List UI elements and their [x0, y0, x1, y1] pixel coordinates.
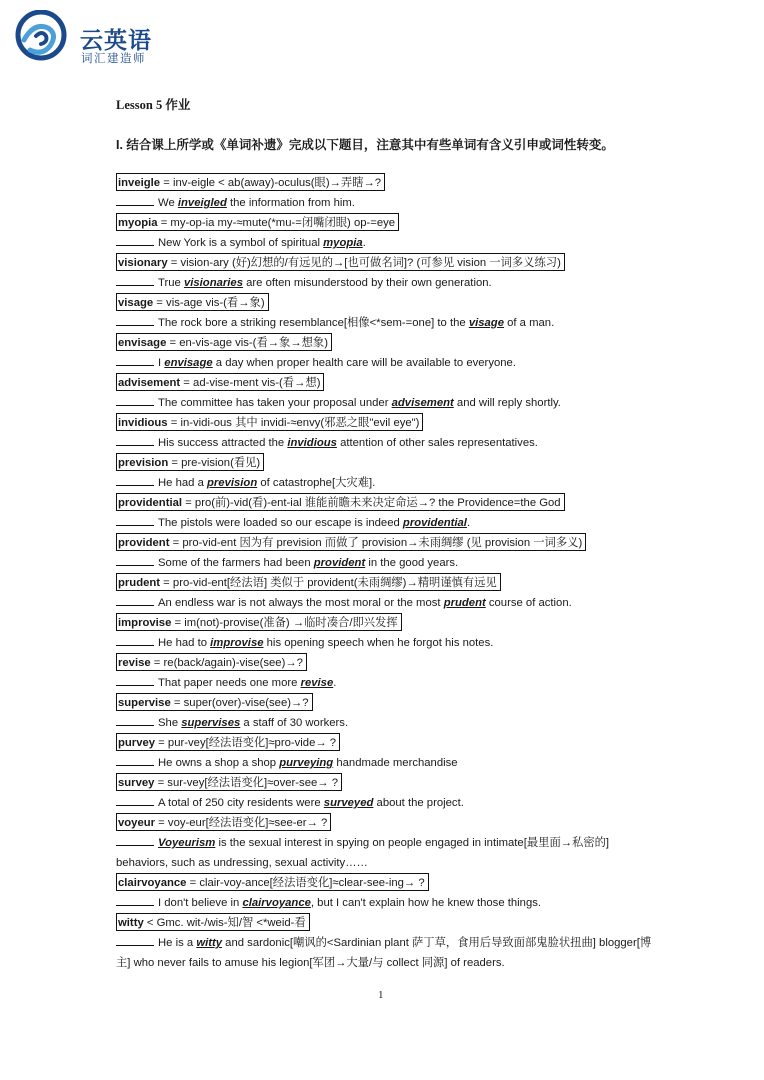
etymology-text: = in-vidi-ous 其中 invidi-≈envy(邪恶之眼"evil eye")	[167, 417, 420, 429]
example-sentence	[116, 473, 661, 493]
vocab-entry	[116, 573, 661, 613]
etymology-box	[116, 873, 429, 891]
etymology-text: = vis-age vis-(看→象)	[153, 297, 265, 309]
answer-blank[interactable]	[116, 754, 154, 766]
etymology-text: = clair-voy-ance[经法语变化]≈clear-see-ing→ ?	[186, 877, 425, 889]
sentence-text: .	[466, 517, 471, 529]
etymology-text: = pro-vid-ent[经法语] 类似于 provident(未雨绸缪)→精明谨慎有远见	[160, 577, 497, 589]
brand-logo	[14, 10, 214, 65]
vocab-entry	[116, 413, 661, 453]
etymology-box	[116, 613, 402, 631]
answer-blank[interactable]	[116, 514, 154, 526]
headword: advisement	[118, 377, 181, 389]
vocab-entry	[116, 653, 661, 693]
vocab-entry	[116, 253, 661, 293]
headword: visage	[118, 297, 154, 309]
answer-blank[interactable]	[116, 474, 154, 486]
etymology-text: = inv-eigle < ab(away)-oculus(眼)→弄瞎→?	[160, 177, 382, 189]
answer-blank[interactable]	[116, 234, 154, 246]
answer-blank[interactable]	[116, 714, 154, 726]
example-sentence	[116, 673, 661, 693]
example-sentence	[116, 793, 661, 813]
sentence-text: handmade merchandise	[333, 757, 458, 769]
headword: prudent	[118, 577, 161, 589]
vocab-entry	[116, 493, 661, 533]
headword: purvey	[118, 737, 156, 749]
answer-blank[interactable]	[116, 554, 154, 566]
headword: survey	[118, 777, 155, 789]
headword: supervise	[118, 697, 171, 709]
vocab-entry	[116, 693, 661, 733]
example-sentence	[116, 433, 661, 453]
example-sentence	[116, 933, 661, 973]
example-sentence	[116, 233, 661, 253]
sentence-text: and will reply shortly.	[453, 397, 561, 409]
sentence-text: His success attracted the	[158, 437, 288, 449]
sentence-text: A total of 250 city residents were	[158, 797, 324, 809]
etymology-box	[116, 293, 269, 311]
answer-blank[interactable]	[116, 594, 154, 606]
etymology-text: = vision-ary (好)幻想的/有远见的→[也可做名词]? (可参见 vision 一词多义练习)	[167, 257, 561, 269]
etymology-text: = my-op-ia my-≈mute(*mu-=闭嘴闭眼) op-=eye	[157, 217, 396, 229]
brand-name: 云英语	[80, 28, 152, 54]
etymology-box	[116, 813, 331, 831]
headword: revise	[118, 657, 151, 669]
sentence-text: Some of the farmers had been	[158, 557, 314, 569]
sentence-text: course of action.	[485, 597, 572, 609]
etymology-box	[116, 573, 501, 591]
sentence-text: .	[362, 237, 366, 249]
keyword: providential	[402, 517, 467, 529]
sentence-text: attention of other sales representatives.	[336, 437, 538, 449]
sentence-text: He had a	[158, 477, 207, 489]
keyword: inveigled	[177, 197, 227, 209]
example-sentence	[116, 833, 661, 873]
keyword: supervises	[181, 717, 241, 729]
example-sentence	[116, 193, 661, 213]
etymology-box	[116, 413, 423, 431]
example-sentence	[116, 353, 661, 373]
answer-blank[interactable]	[116, 314, 154, 326]
keyword: clairvoyance	[242, 897, 311, 909]
brand-tagline: 词汇建造师	[81, 51, 146, 65]
headword: invidious	[118, 417, 168, 429]
keyword: surveyed	[323, 797, 374, 809]
vocab-entry	[116, 773, 661, 813]
headword: provident	[118, 537, 170, 549]
etymology-text: = pro(前)-vid(看)-ent-ial 谁能前瞻未来决定命运→? the Providence=the God	[182, 497, 561, 509]
keyword: Voyeurism	[158, 837, 216, 849]
sentence-text: He had to	[158, 637, 211, 649]
answer-blank[interactable]	[116, 834, 154, 846]
etymology-box	[116, 653, 307, 671]
answer-blank[interactable]	[116, 394, 154, 406]
etymology-box	[116, 693, 313, 711]
page-number: 1	[378, 989, 384, 1001]
headword: clairvoyance	[118, 877, 187, 889]
example-sentence	[116, 713, 661, 733]
keyword: purveying	[279, 757, 334, 769]
etymology-text: = pur-vey[经法语变化]≈pro-vide→ ?	[155, 737, 337, 749]
sentence-text: New York is a symbol of spiritual	[158, 237, 324, 249]
sentence-text: of catastrophe[大灾难].	[257, 477, 376, 489]
etymology-box	[116, 733, 340, 751]
example-sentence	[116, 633, 661, 653]
brand-logo-icon	[14, 10, 70, 62]
sentence-text: the information from him.	[226, 197, 355, 209]
etymology-box	[116, 913, 310, 931]
etymology-text: = pre-vision(看见)	[168, 457, 261, 469]
sentence-text: True	[158, 277, 184, 289]
lesson-title: Lesson 5 作业	[116, 98, 191, 112]
keyword: envisage	[164, 357, 213, 369]
etymology-box	[116, 773, 342, 791]
vocab-entry	[116, 213, 661, 253]
headword: visionary	[118, 257, 168, 269]
keyword: myopia	[323, 237, 363, 249]
keyword: improvise	[210, 637, 264, 649]
sentence-text: We	[158, 197, 178, 209]
vocab-entry	[116, 373, 661, 413]
example-sentence	[116, 513, 661, 533]
etymology-text: = im(not)-provise(准备) →临时凑合/即兴发挥	[171, 617, 398, 629]
etymology-box	[116, 373, 324, 391]
headword: improvise	[118, 617, 172, 629]
sentence-text: a day when proper health care will be available to everyone.	[212, 357, 516, 369]
etymology-text: = pro-vid-ent 因为有 prevision 而做了 provision→未雨绸缪 (见 provision 一词多义)	[169, 537, 583, 549]
sentence-text: The pistols were loaded so our escape is indeed	[158, 517, 403, 529]
headword: providential	[118, 497, 183, 509]
vocab-entry	[116, 533, 661, 573]
sentence-text: are often misunderstood by their own generation.	[242, 277, 492, 289]
sentence-text: , but I can't explain how he knew those things.	[310, 897, 542, 909]
example-sentence	[116, 893, 661, 913]
answer-blank[interactable]	[116, 794, 154, 806]
sentence-text: That paper needs one more	[158, 677, 301, 689]
example-sentence	[116, 313, 661, 333]
etymology-text: < Gmc. wit-/wis-知/智 <*weid-看	[143, 917, 306, 929]
sentence-text: The rock bore a striking resemblance[相像<*sem-=one] to the	[158, 317, 469, 329]
etymology-text: = en-vis-age vis-(看→象→想象)	[166, 337, 328, 349]
sentence-text: I	[158, 357, 165, 369]
sentence-text: and sardonic[嘲讽的<Sardinian plant 萨丁草，食用后导致面部鬼脸状扭曲] blogger[博主] who never fails to amuse his legion[军团→大量/与 collect 同源] of readers.	[116, 937, 652, 969]
example-sentence	[116, 553, 661, 573]
etymology-box	[116, 173, 385, 191]
sentence-text: his opening speech when he forgot his notes.	[263, 637, 494, 649]
etymology-box	[116, 453, 264, 471]
etymology-box	[116, 213, 399, 231]
example-sentence	[116, 593, 661, 613]
sentence-text: He is a	[158, 937, 197, 949]
vocab-entry	[116, 913, 661, 973]
vocab-entry	[116, 613, 661, 653]
etymology-text: = sur-vey[经法语变化]≈over-see→ ?	[154, 777, 338, 789]
answer-blank[interactable]	[116, 934, 154, 946]
headword: prevision	[118, 457, 169, 469]
vocab-entry	[116, 733, 661, 773]
sentence-text: is the sexual interest in spying on people engaged in intimate[最里面→私密的] behaviors, such as undressing, sexual activity……	[116, 837, 610, 869]
vocab-entry	[116, 333, 661, 373]
sentence-text: I don't believe in	[158, 897, 243, 909]
exercise-list	[116, 173, 661, 973]
vocab-entry	[116, 873, 661, 913]
headword: voyeur	[118, 817, 156, 829]
keyword: witty	[196, 937, 223, 949]
keyword: visage	[468, 317, 504, 329]
example-sentence	[116, 753, 661, 773]
keyword: invidious	[287, 437, 337, 449]
vocab-entry	[116, 173, 661, 213]
keyword: prudent	[443, 597, 486, 609]
headword: witty	[118, 917, 144, 929]
vocab-entry	[116, 293, 661, 333]
vocab-entry	[116, 453, 661, 493]
sentence-text: of a man.	[503, 317, 555, 329]
answer-blank[interactable]	[116, 674, 154, 686]
answer-blank[interactable]	[116, 354, 154, 366]
etymology-box	[116, 333, 332, 351]
sentence-text: He owns a shop a shop	[158, 757, 280, 769]
keyword: prevision	[207, 477, 258, 489]
headword: inveigle	[118, 177, 161, 189]
keyword: advisement	[391, 397, 454, 409]
example-sentence	[116, 393, 661, 413]
sentence-text: The committee has taken your proposal under	[158, 397, 392, 409]
sentence-text: .	[333, 677, 337, 689]
etymology-box	[116, 533, 586, 551]
answer-blank[interactable]	[116, 434, 154, 446]
answer-blank[interactable]	[116, 194, 154, 206]
etymology-text: = re(back/again)-vise(see)→?	[150, 657, 303, 669]
answer-blank[interactable]	[116, 894, 154, 906]
etymology-text: = super(over)-vise(see)→?	[170, 697, 309, 709]
answer-blank[interactable]	[116, 634, 154, 646]
etymology-box	[116, 253, 565, 271]
etymology-text: = voy-eur[经法语变化]≈see-er→ ?	[155, 817, 328, 829]
headword: myopia	[118, 217, 158, 229]
etymology-box	[116, 493, 565, 511]
sentence-text: about the project.	[373, 797, 464, 809]
keyword: visionaries	[183, 277, 243, 289]
answer-blank[interactable]	[116, 274, 154, 286]
sentence-text: She	[158, 717, 182, 729]
instruction-heading: I. 结合课上所学或《单词补遗》完成以下题目，注意其中有些单词有含义引申或词性转变。	[116, 138, 614, 152]
sentence-text: An endless war is not always the most moral or the most	[158, 597, 444, 609]
keyword: provident	[313, 557, 366, 569]
sentence-text: a staff of 30 workers.	[240, 717, 349, 729]
etymology-text: = ad-vise-ment vis-(看→想)	[180, 377, 321, 389]
example-sentence	[116, 273, 661, 293]
sentence-text: in the good years.	[365, 557, 459, 569]
headword: envisage	[118, 337, 167, 349]
keyword: revise	[300, 677, 334, 689]
vocab-entry	[116, 813, 661, 873]
